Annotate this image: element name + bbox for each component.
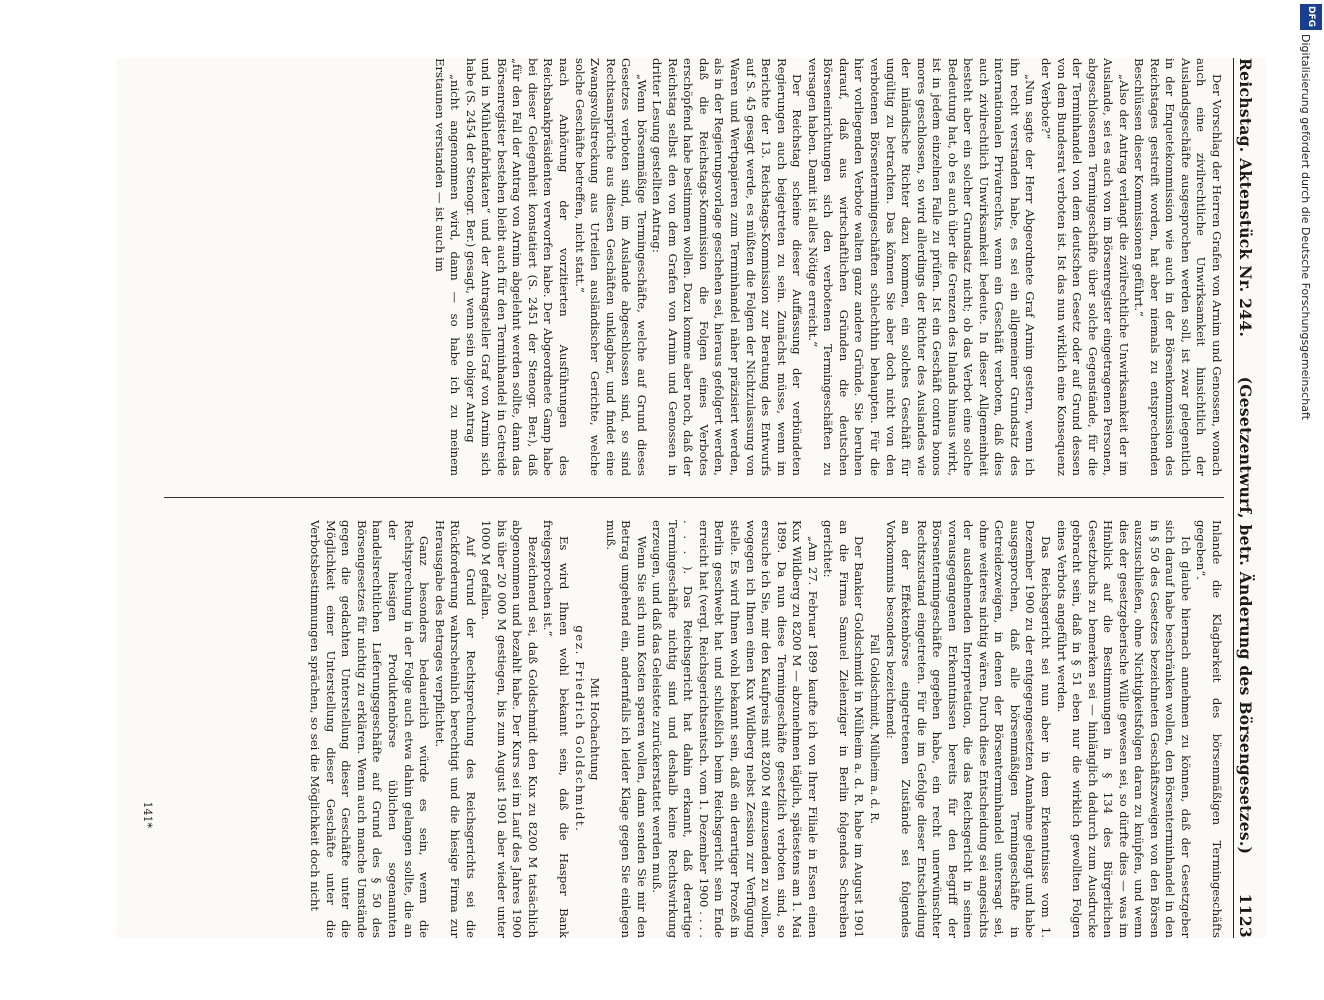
- quoted-letter: „Am 27. Februar 1899 kaufte ich von Ihrer Filiale in Essen einen Kux Wildberg zu 8200 M — abzunehmen täglich, spätestens am 1. Mai 1899. Da nun diese Termingeschäfte gesetzlich verboten sind, so ersuche ich Sie, mir den Kaufpreis mit 8200 M einzusenden zu wollen, wogegen ich Ihnen einen Kux Wildberg nebst Zession zur Verfügung stelle. Es wird Ihnen wohl bekannt sein, daß ein derartiger Prozeß in Berlin geschwebt hat und schließlich beim Reichsgericht sein Ende erreicht hat (vergl. Reichsgerichtsentsch. vom 1. Dezember 1900 . . . . . . . ). Das Reichsgericht hat dahin erkannt, daß derartige Termingeschäfte nichtig sind und deshalb keine Rechtswirkung erzeugen, und daß das Geleistete zurückerstattet werden muß.: [650, 520, 820, 938]
- closing-salutation: Mit Hochachtung: [588, 677, 603, 781]
- paragraph: Wenn Sie sich nun Kosten sparen wollen, dann senden Sie mir den Betrag umgehend ein, andernfalls ich leider Klage gegen Sie einlegen muß.: [603, 520, 649, 938]
- paragraph: Es wird Ihnen wohl bekannt sein, daß die Hasper Bank freigesprochen ist.“: [541, 520, 572, 938]
- paragraph: „Also der Antrag verlangt die zivilrechtliche Unwirksamkeit der im Auslande, sei es auch von im Börsenregister eingetragenen Personen, abgeschlossenen Termingeschäfte über solche Gegenstände, für die der Terminhandel von dem deutschen Gesetz oder auf Grund dessen von dem Bundesrat verboten ist. Ist das nun wirklich eine Konsequenz der Verbote?“: [1038, 58, 1131, 476]
- column-divider: [164, 497, 1224, 498]
- paragraph: Ganz besonders bedauerlich würde es sein, wenn die Rechtsprechung in der Folge auch etwa dahin gelangen sollte, die an der hiesigen Produktenbörse üblichen sogenannten handelsrechtlichen Lieferungsgeschäfte auf Grund des § 50 des Börsengesetzes für nichtig zu erklären. Wenn auch manche Umstände gegen die gedachten Unterstellung dieser Geschäfte unter die Möglichkeit einer Unterstellung dieser Geschäfte unter die Verbotsbestimmungen sprächen, so sei die Möglichkeit doch nicht: [308, 520, 432, 938]
- right-column: [164, 520, 1224, 938]
- digitization-note: [1294, 4, 1320, 634]
- paragraph: Inlande die Klagbarkeit des börsenmäßigen Termingeschäfts gegeben“.: [1194, 520, 1224, 938]
- paragraph: „Wenn börsenmäßige Termingeschäfte, welche auf Grund dieses Gesetzes verboten sind, im Auslande abgeschlossen sind, so sind Rechtsansprüche aus diesen Geschäften unklagbar, und findet eine Zwangsvollstreckung aus Urteilen ausländischer Gerichte, welche solche Geschäfte betreffen, nicht statt.“: [572, 58, 649, 476]
- paragraph: nach Anhörung der vorzitierten Ausführungen des Reichsbankpräsidenten verworfen habe. Der Abgeordnete Gamp habe bei dieser Gelegenheit konstatiert (S. 2451 der Stenogr. Ber.), daß „für den Fall der Antrag von Arnim abgelehnt werden sollte, dann das Börsenregister bestehen bleibt auch für den Terminhandel in Getreide und in Mühlenfabrikaten“ und der Antragsteller Graf von Arnim sich habe (S. 2454 der Stenogr. Ber.) gesagt, wenn sein obiger Antrag: [463, 58, 572, 476]
- header-document-ref: Reichstag. Aktenstück Nr. 244.: [1236, 58, 1255, 338]
- text-columns: [164, 58, 1224, 938]
- paragraph: Auf Grund der Rechtsprechung des Reichsgerichts sei die Rückforderung wahrscheinlich berechtigt und die hiesige Firma zur Herausgabe des Betrages verpflichtet.: [432, 520, 478, 938]
- paragraph: Der Reichstag scheine dieser Auffassung der verbündeten Regierungen auch beigetreten zu sein. Zunächst müsse, wenn im Berichte der 13. Reichstags-Kommission zur Beratung des Entwurfs auf S. 45 gesagt werde, es müßten die Folgen der Nichtzulassung von Waren und Wertpapieren zum Terminhandel näher präzisiert werden, als in der Regierungsvorlage geschehen sei, hieraus gefolgert werden, daß die Reichstags-Kommission die Folgen eines Verbotes erschöpfend habe bestimmen wollen. Dazu komme aber noch, daß der Reichstag selbst den von dem Grafen von Arnim und Genossen in dritter Lesung gestellten Antrag:: [650, 58, 805, 476]
- dfg-logo-icon: DFG: [1300, 4, 1322, 30]
- paragraph: „nicht angenommen wird, dann — so habe ich zu meinem Erstaunen verstanden — ist auch im: [432, 58, 463, 476]
- paragraph: Der Bankier Goldschmidt in Mülheim a. d. R. habe im August 1901 an die Firma Samuel Zielenziger in Berlin folgendes Schreiben gerichtet:: [821, 520, 867, 938]
- document-page: [116, 58, 1266, 938]
- digitization-note-text: Digitalisierung gefördert durch die Deutsche Forschungsgemeinschaft: [1299, 34, 1312, 420]
- paragraph: Ich glaube hiernach annehmen zu können, daß der Gesetzgeber sich darauf habe beschränken wollen, den Börsenterminhandel in den in § 50 des Gesetzes bezeichneten Geschäftszweigen von den Börsen auszuschließen, ohne Nichtigkeitsfolgen daran zu knüpfen, und wenn dies der gesetzgeberische Wille gewesen sei, so dürfte dies — was im Hinblick auf die Bestimmungen in § 134 des Bürgerlichen Gesetzbuchs zu bemerken sei — hinlänglich dadurch zum Ausdrucke gebracht sein, daß in § 51 eben nur die wirklich gewollten Folgen eines Verbots angeführt werden.: [1054, 520, 1193, 938]
- running-header: [1233, 58, 1266, 938]
- header-title: (Gesetzentwurf, betr. Änderung des Börsengesetzes.): [1236, 376, 1255, 855]
- signature-line: gez. Friedrich Goldschmidt.: [572, 625, 587, 833]
- signature-mark: 141*: [141, 801, 154, 828]
- paragraph: Das Reichsgericht sei nun aber in dem Erkenntnisse vom 1. Dezember 1900 zu der entgegengesetzten Annahme gelangt und habe ausgesprochen, daß alle börsenmäßigen Termingeschäfte in Getreidezweigen, in denen der Börsenterminhandel untersagt sei, ohne weiteres nichtig wären. Durch diese Entscheidung sei angesichts der ausdehnenden Interpretation, die das Reichsgericht in seinen vorausgegangenen Erkenntnissen bereits für den Begriff der Börsentermingeschäfte gegeben habe, ein recht unerwünschter Rechtszustand eingetreten. Für die im Gefolge dieser Entscheidung an der Effektenbörse eingetretenen Zustände sei folgendes Vorkommnis besonders bezeichnend:: [883, 520, 1053, 938]
- left-column: [164, 58, 1224, 476]
- section-heading: Fall Goldschmidt, Mülheim a. d. R.: [867, 634, 881, 824]
- paragraph: Der Vorschlag der Herren Grafen von Arnim und Genossen, wonach auch eine zivilrechtliche Unwirksamkeit hinsichtlich der Auslandsgeschäfte ausgesprochen werden soll, ist zwar gelegentlich in der Enquetekommission wie auch in der Börsenkommission des Reichstages gestreift worden, hat aber niemals zu entsprechenden Beschlüssen dieser Kommissionen geführt.“: [1132, 58, 1224, 476]
- paragraph: Bezeichnend sei, daß Goldschmidt den Kux zu 8200 M tatsächlich abgenommen und bezahlt habe. Der Kurs sei im Lauf des Jahres 1900 bis über 20 000 M gestiegen, bis zum August 1901 aber wieder unter 1000 M gefallen.: [479, 520, 540, 938]
- paragraph: „Nun sagte der Herr Abgeordnete Graf Arnim gestern, wenn ich ihn recht verstanden habe, es sei ein allgemeiner Grundsatz des internationalen Privatrechts, wenn ein Geschäft verboten, daß dies auch zivilrechtlich Unwirksamkeit bedeute. In dieser Allgemeinheit besteht aber ein solcher Grundsatz nicht; ob das Verbot eine solche Bedeutung hat, ob es auch über die Grenzen des Inlands hinaus wirkt, ist in jedem einzelnen Falle zu prüfen. Ist ein Geschäft contra bonos mores geschlossen, so wird allerdings der Richter des Auslandes wie der inländische Richter dazu kommen, ein solches Geschäft für ungültig zu betrachten. Das können Sie aber doch nicht von den verbotenen Börsentermingeschäften schlechthin behaupten. Für die hier vorliegenden Verbote walten ganz andere Gründe. Sie beruhen darauf, daß aus wirtschaftlichen Gründen die deutschen Börseneinrichtungen sich den verbotenen Termingeschäften zu versagen haben. Damit ist alles Nötige erreicht.“: [805, 58, 1038, 476]
- page-number: 1123: [1236, 893, 1255, 938]
